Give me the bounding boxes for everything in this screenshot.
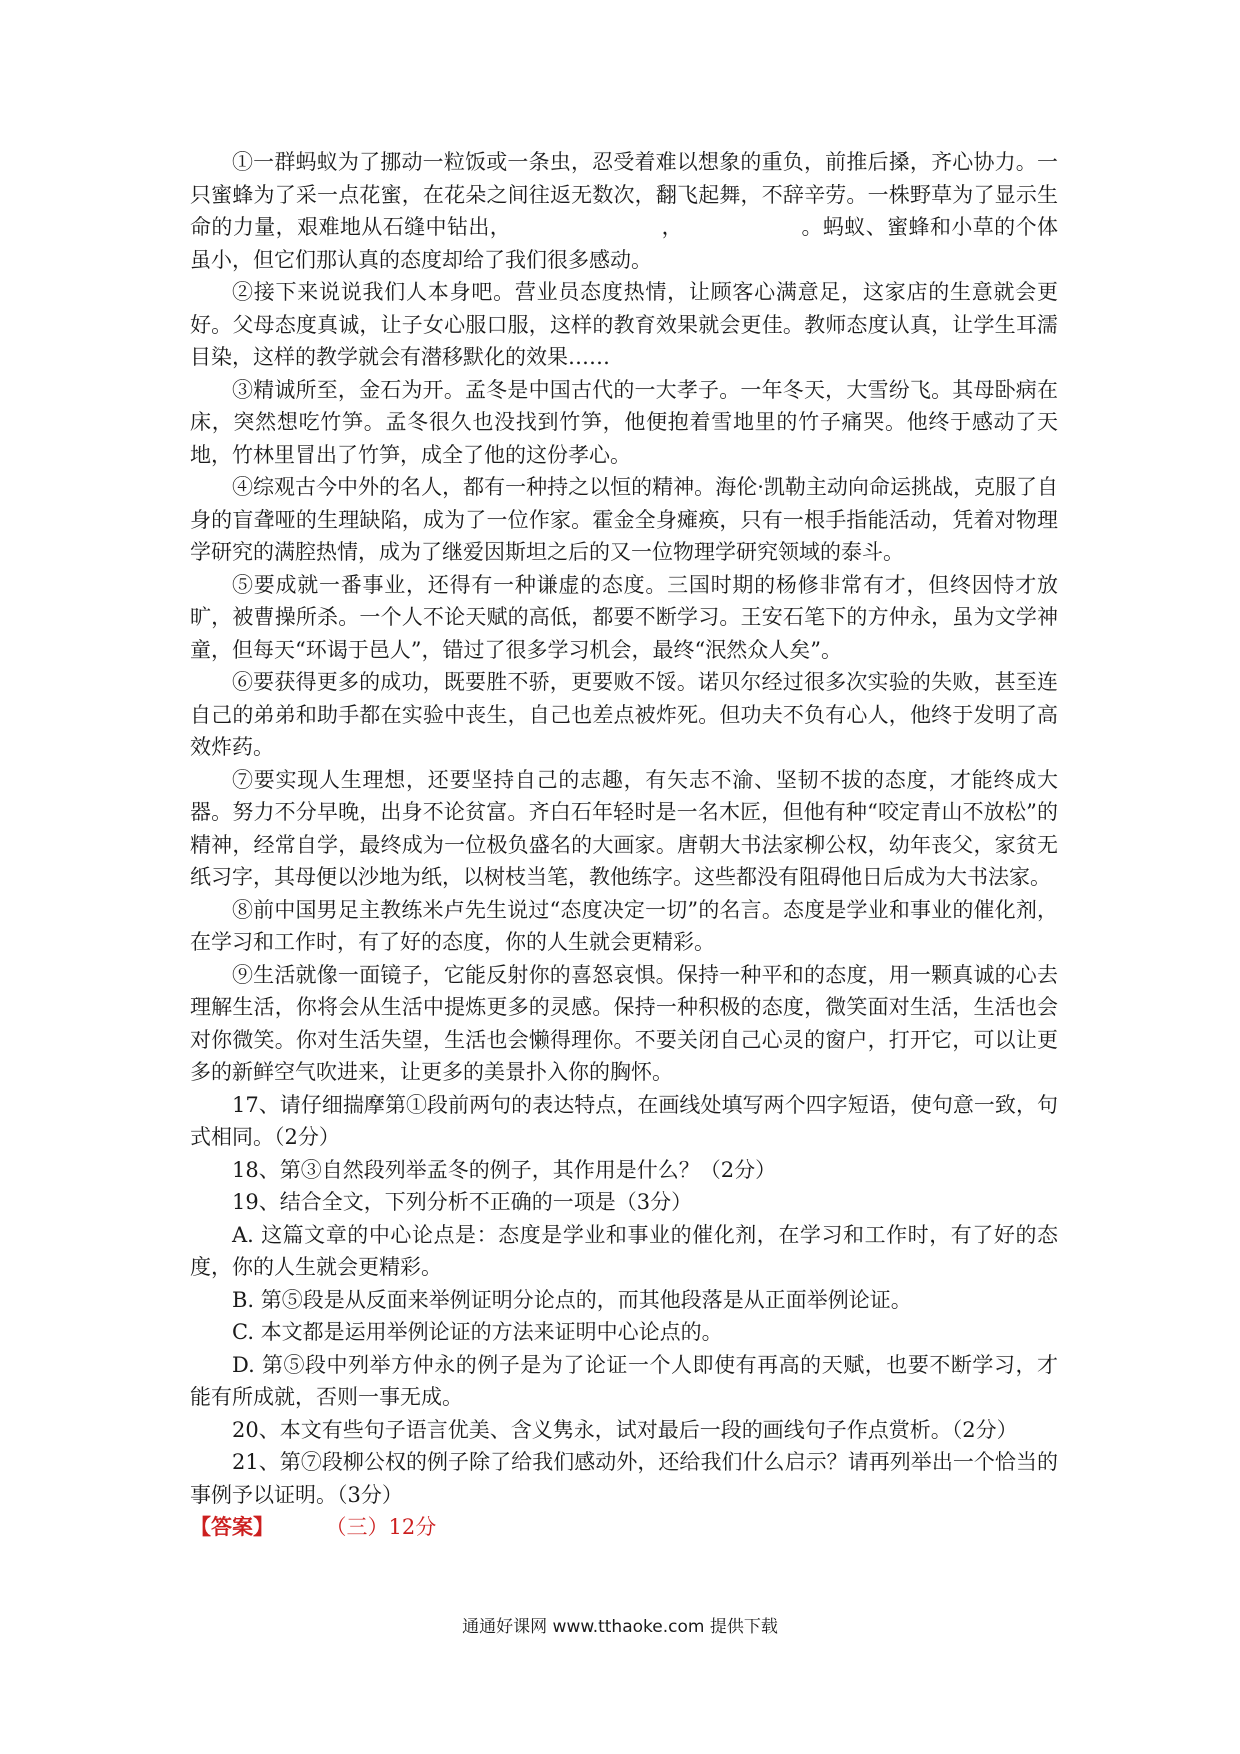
question-19: 19、结合全文，下列分析不正确的一项是（3分）	[232, 1190, 693, 1214]
paragraph-4: ④综观古今中外的名人，都有一种持之以恒的精神。海伦·凯勒主动向命运挑战，克服了自身的盲聋哑的生理缺陷，成为了一位作家。霍金全身瘫痪，只有一根手指能活动，凭着对物理学研究的满腔热情，成为了继爱因斯坦之后的又一位物理学研究领域的泰斗。	[190, 475, 1058, 564]
question-19-option-d: D. 第⑤段中列举方仲永的例子是为了论证一个人即使有再高的天赋，也要不断学习，才能有所成就，否则一事无成。	[190, 1352, 1058, 1409]
question-17: 17、请仔细揣摩第①段前两句的表达特点，在画线处填写两个四字短语，使句意一致，句式相同。（2分）	[190, 1092, 1058, 1149]
question-19-option-b: B. 第⑤段是从反面来举例证明分论点的，而其他段落是从正面举例论证。	[232, 1287, 912, 1312]
document-content	[190, 146, 1058, 1544]
paragraph-1	[190, 146, 1058, 276]
paragraph-1-text-a: ①一群蚂蚁为了挪动一粒饭或一条虫，忍受着难以想象的重负，前推后搡，齐心协力。一只蜜蜂为了采一点花蜜，在花朵之间往返无数次，翻飞起舞，不辞辛劳。一株野草为了显示生命的力量，艰难地从石缝中钻出，	[190, 150, 1058, 239]
paragraph-8: ⑧前中国男足主教练米卢先生说过“态度决定一切”的名言。态度是学业和事业的催化剂，在学习和工作时，有了好的态度，你的人生就会更精彩。	[190, 897, 1058, 954]
answer-tag: 【答案】	[190, 1514, 274, 1539]
question-20: 20、本文有些句子语言优美、含义隽永，试对最后一段的画线句子作点赏析。（2分）	[232, 1417, 1018, 1442]
answer-line	[190, 1511, 1058, 1544]
question-18: 18、第③自然段列举孟冬的例子，其作用是什么？（2分）	[232, 1157, 777, 1182]
paragraph-7: ⑦要实现人生理想，还要坚持自己的志趣，有矢志不渝、坚韧不拔的态度，才能终成大器。努力不分早晚，出身不论贫富。齐白石年轻时是一名木匠，但他有种“咬定青山不放松”的精神，经常自学，最终成为一位极负盛名的大画家。唐朝大书法家柳公权，幼年丧父，家贫无纸习字，其母便以沙地为纸，以树枝当笔，教他练字。这些都没有阻碍他日后成为大书法家。	[190, 767, 1058, 889]
paragraph-3: ③精诚所至，金石为开。孟冬是中国古代的一大孝子。一年冬天，大雪纷飞。其母卧病在床，突然想吃竹笋。孟冬很久也没找到竹笋，他便抱着雪地里的竹子痛哭。他终于感动了天地，竹林里冒出了竹笋，成全了他的这份孝心。	[190, 377, 1058, 467]
answer-score: （三）12分	[336, 1515, 437, 1539]
paragraph-6: ⑥要获得更多的成功，既要胜不骄，更要败不馁。诺贝尔经过很多次实验的失败，甚至连自己的弟弟和助手都在实验中丧生，自己也差点被炸死。但功夫不负有心人，他终于发明了高效炸药。	[190, 670, 1058, 759]
page-footer: 通通好课网 www.tthaoke.com 提供下载	[462, 1617, 778, 1637]
paragraph-9: ⑨生活就像一面镜子，它能反射你的喜怒哀惧。保持一种平和的态度，用一颗真诚的心去理解生活，你将会从生活中提炼更多的灵感。保持一种积极的态度，微笑面对生活，生活也会对你微笑。你对生活失望，生活也会懒得理你。不要关闭自己心灵的窗户，打开它，可以让更多的新鲜空气吹进来，让更多的美景扑入你的胸怀。	[190, 962, 1058, 1084]
paragraph-5: ⑤要成就一番事业，还得有一种谦虚的态度。三国时期的杨修非常有才，但终因恃才放旷，被曹操所杀。一个人不论天赋的高低，都要不断学习。王安石笔下的方仲永，虽为文学神童，但每天“环谒于邑人”，错过了很多学习机会，最终“泯然众人矣”。	[190, 572, 1058, 662]
blank-separator: ，	[661, 215, 684, 239]
question-19-option-a: A. 这篇文章的中心论点是：态度是学业和事业的催化剂，在学习和工作时，有了好的态度，你的人生就会更精彩。	[190, 1222, 1058, 1279]
paragraph-1-text-b: 。蚂蚁、蜜蜂和小草的个体虽小，但它们那认真的态度却给了我们很多感动。	[190, 215, 1059, 272]
question-19-option-c: C. 本文都是运用举例论证的方法来证明中心论点的。	[232, 1320, 723, 1344]
paragraph-2: ②接下来说说我们人本身吧。营业员态度热情，让顾客心满意足，这家店的生意就会更好。父母态度真诚，让子女心服口服，这样的教育效果就会更佳。教师态度认真，让学生耳濡目染，这样的教学就会有潜移默化的效果……	[190, 280, 1058, 369]
question-21: 21、第⑦段柳公权的例子除了给我们感动外，还给我们什么启示？请再列举出一个恰当的事例予以证明。（3分）	[190, 1450, 1058, 1507]
